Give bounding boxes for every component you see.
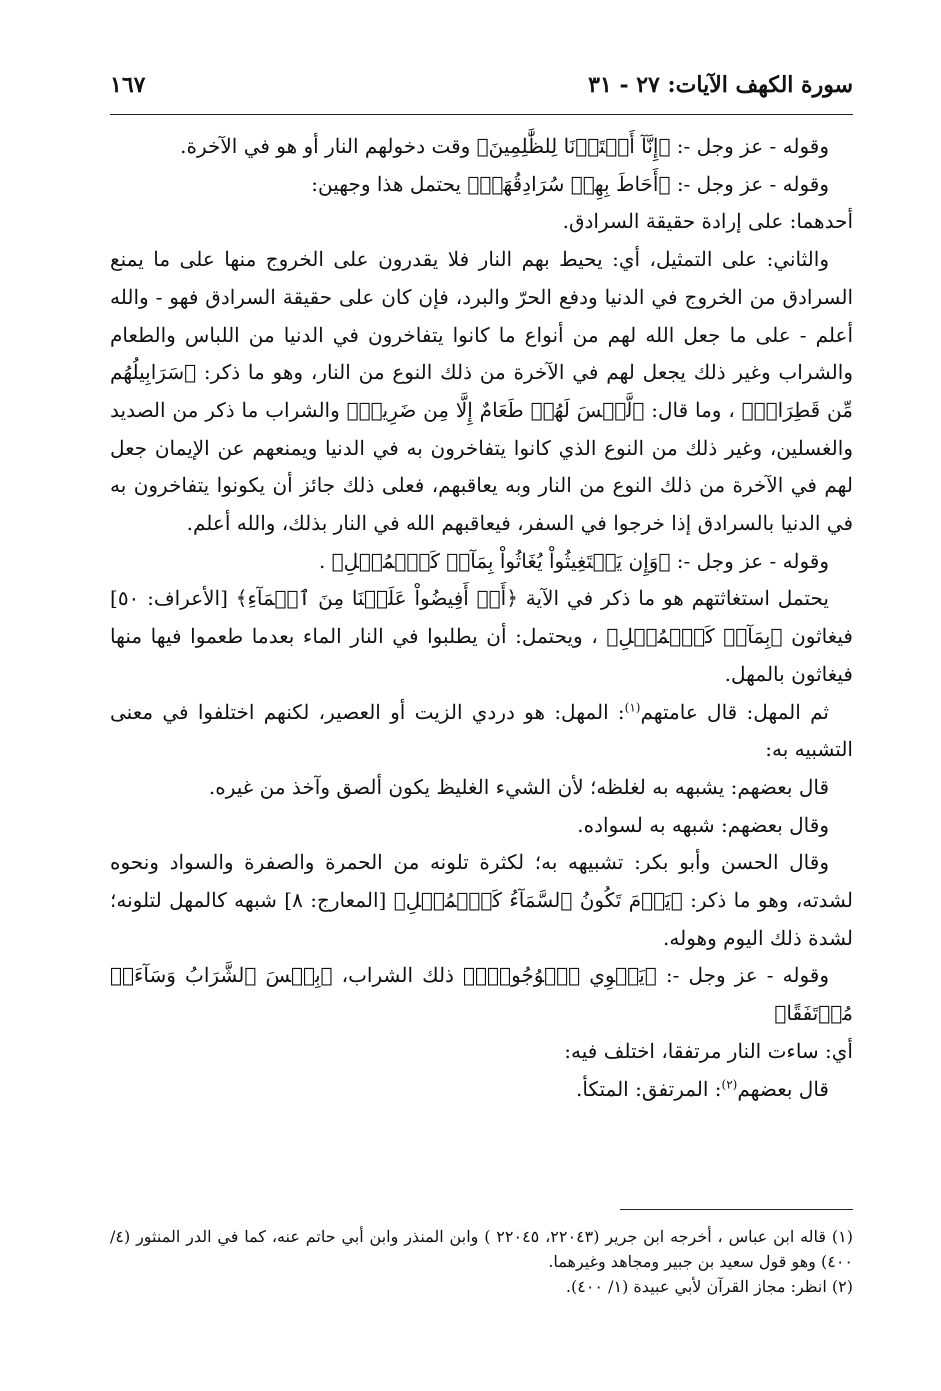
paragraph-7-end: : المهل: هو دردي الزيت أو العصير، لكنهم اختلفوا في معنى التشبيه به: [110, 699, 853, 762]
paragraph-3: أحدهما: على إرادة حقيقة السرادق. [562, 209, 853, 234]
paragraph-11: وقوله - عز وجل -: ﴿يَشۡوِي ٱلۡوُجُوهَۚ﴾ ذلك الشراب، ﴿بِئۡسَ ٱلشَّرَابُ وَسَآءَتۡ مُرۡتَفَقًا﴾ [110, 963, 853, 1026]
paragraph-6: يحتمل استغاثتهم هو ما ذكر في الآية ﴿أَنۡ أَفِيضُواْ عَلَيۡنَا مِنَ ٱلۡمَآءِ﴾ [الأعراف: ٥٠] فيغاثون ﴿بِمَآءٖ كَٱلۡمُهۡلِ﴾ ، ويحتمل: أن يطلبوا في النار الماء بعدما طعموا فيها منها فيغاثون بالمهل. [110, 586, 853, 686]
paragraph-12: أي: ساءت النار مرتفقا، اختلف فيه: [564, 1038, 853, 1063]
paragraph-8: قال بعضهم: يشبهه به لغلظه؛ لأن الشيء الغليظ يكون ألصق وآخذ من غيره. [208, 774, 829, 799]
header-divider [110, 114, 853, 115]
footnotes [110, 1224, 853, 1299]
footnote-1: (١) قاله ابن عباس ، أخرجه ابن جرير (٢٢٠٤٣، ٢٢٠٤٥ ) وابن المنذر وابن أبي حاتم عنه، كما في الدر المنثور (٤/ ٤٠٠) وهو قول سعيد بن جبير ومجاهد وغيرهما. [110, 1227, 854, 1271]
paragraph-4: والثاني: على التمثيل، أي: يحيط بهم النار فلا يقدرون على الخروج منها على ما يمنع السرادق من الخروج في الدنيا ودفع الحرّ والبرد، فإن كان على حقيقة السرادق فهو - والله أعلم - على ما جعل الله لهم من أنواع ما كانوا يتفاخرون في الدنيا من اللباس والطعام والشراب وغير ذلك يجعل لهم في الآخرة من ذلك النوع من النار، وهو ما ذكر: ﴿سَرَابِيلُهُم مِّن قَطِرَانٖ﴾ ، وما قال: ﴿لَّيۡسَ لَهُمۡ طَعَامٌ إِلَّا مِن ضَرِيعٖ﴾ والشراب ما ذكر من الصديد والغسلين، وغير ذلك من النوع الذي كانوا يتفاخرون به في الدنيا ويمنعهم عن الإيمان جعل لهم في الآخرة من ذلك النوع من النار وبه يعاقبهم، فعلى ذلك جائز أن يكونوا يتفاخرون به في الدنيا بالسرادق إذا خرجوا في السفر، فيعاقبهم الله في النار بذلك، والله أعلم. [110, 247, 853, 536]
running-title: سورة الكهف الآيات: ٢٧ - ٣١ [588, 72, 853, 98]
paragraph-2: وقوله - عز وجل -: ﴿أَحَاطَ بِهِمۡ سُرَادِقُهَاۚ﴾ يحتمل هذا وجهين: [311, 171, 829, 196]
paragraph-13 [110, 1071, 853, 1109]
main-text [110, 128, 853, 1108]
paragraph-10: وقال الحسن وأبو بكر: تشبيهه به؛ لكثرة تلونه من الحمرة والصفرة والسواد ونحوه لشدته، وهو ما ذكر: ﴿يَوۡمَ تَكُونُ ٱلسَّمَآءُ كَٱلۡمُهۡلِ﴾ [المعارج: ٨] شبهه كالمهل لتلونه؛ لشدة ذلك اليوم وهوله. [110, 850, 853, 950]
paragraph-7 [110, 694, 853, 769]
paragraph-1: وقوله - عز وجل -: ﴿إِنَّآ أَعۡتَدۡنَا لِلظَّٰلِمِينَ﴾ وقت دخولهم النار أو هو في الآخرة. [180, 134, 829, 158]
paragraph-13-start: قال بعضهم [737, 1076, 829, 1101]
footnote-divider [620, 1209, 853, 1210]
paragraph-13-end: : المرتفق: المتكأ. [575, 1076, 722, 1101]
paragraph-9: وقال بعضهم: شبهه به لسواده. [577, 812, 829, 837]
page-header [110, 72, 853, 112]
page-number: ١٦٧ [110, 72, 146, 98]
footnote-2: (٢) انظر: مجاز القرآن لأبي عبيدة (١/ ٤٠٠). [565, 1277, 853, 1296]
paragraph-7-start: ثم المهل: قال عامتهم [640, 699, 829, 724]
footnote-ref-1: (١) [624, 699, 641, 714]
footnote-ref-2: (٢) [721, 1076, 738, 1091]
paragraph-5: وقوله - عز وجل -: ﴿وَإِن يَسۡتَغِيثُواْ يُغَاثُواْ بِمَآءٖ كَٱلۡمُهۡلِ﴾ . [318, 548, 829, 573]
